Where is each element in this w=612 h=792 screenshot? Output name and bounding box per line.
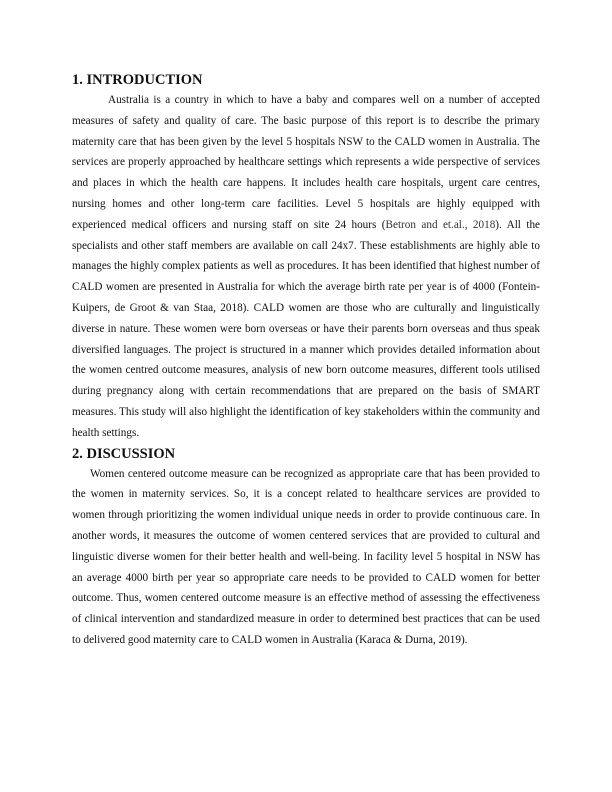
discussion-paragraph: Women centered outcome measure can be recognized as appropriate care that has been provided to the women in maternity services. So, it is a concept related to healthcare services are provided to women through prioritizing the women individual unique needs in order to provide continuous care. In another words, it measures the outcome of women centered services that are provided to cultural and linguistic diverse women for their better health and well-being. In facility level 5 hospital in NSW has an average 4000 birth per year so appropriate care needs to be provided to CALD women for better outcome. Thus, women centered outcome measure is an effective method of assessing the effectiveness of clinical intervention and standardized measure in order to determined best practices that can be used to delivered good maternity care to CALD women in Australia (Karaca & Durna, 2019). bbox=[72, 467, 540, 646]
discussion-heading: 2. DISCUSSION bbox=[72, 445, 176, 462]
document-body bbox=[72, 70, 540, 651]
introduction-paragraph bbox=[72, 90, 540, 444]
citation-betron: Betron and et.al., 2018 bbox=[385, 218, 496, 231]
introduction-heading: 1. INTRODUCTION bbox=[72, 72, 203, 88]
introduction-text-part-2: ). All the specialists and other staff members are available on call 24x7. These establishments are highly able to manages the highly complex patients as well as procedures. It has been identified that highest number of CALD women are presented in Australia for which the average birth rate per year is of 4000 (Fontein-Kuipers, de Groot & van Staa, 2018). CALD women are those who are culturally and linguistically diverse in nature. These women were born overseas or have their parents born overseas and thus speak diversified languages. The project is structured in a manner which provides detailed information about the women centred outcome measures, analysis of new born outcome measures, different tools utilised during pregnancy along with certain recommendations that are prepared on the basis of SMART measures. This study will also highlight the identification of key stakeholders within the community and health settings. bbox=[72, 218, 541, 439]
introduction-text-part-1: Australia is a country in which to have a baby and compares well on a number of accepted measures of safety and quality of care. The basic purpose of this report is to describe the primary maternity care that has been given by the level 5 hospitals NSW to the CALD women in Australia. The services are properly approached by healthcare settings which represents a wide perspective of services and places in which the health care happens. It includes health care hospitals, urgent care centres, nursing homes and other long-term care facilities. Level 5 hospitals are highly equipped with experienced medical officers and nursing staff on site 24 hours ( bbox=[72, 94, 540, 231]
